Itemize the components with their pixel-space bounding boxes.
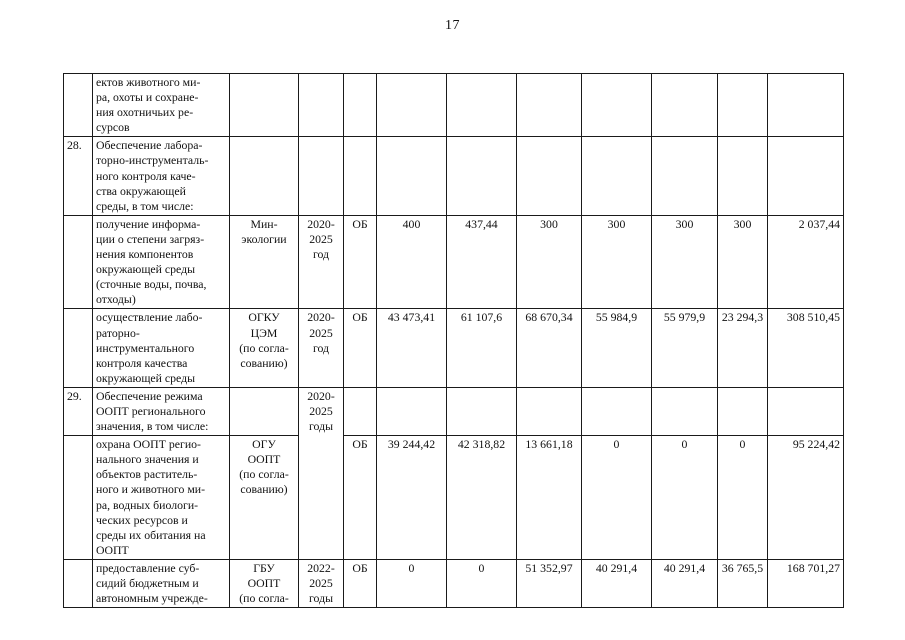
row-source: ОБ bbox=[344, 309, 377, 387]
row-period bbox=[299, 309, 344, 387]
row-description bbox=[93, 137, 230, 215]
description-line: ектов животного ми- bbox=[96, 75, 201, 89]
row-period bbox=[299, 137, 344, 215]
value-cell: 0 bbox=[377, 559, 447, 607]
row-description bbox=[93, 559, 230, 607]
description-line: окружающей среды bbox=[96, 262, 196, 277]
value-cell: 0 bbox=[447, 559, 517, 607]
row-description bbox=[93, 436, 230, 560]
value-cell bbox=[718, 74, 768, 137]
total-cell bbox=[768, 387, 844, 435]
row-number bbox=[64, 215, 93, 309]
row-number bbox=[64, 559, 93, 607]
description-line: нального значения и bbox=[96, 452, 199, 467]
value-cell bbox=[447, 137, 517, 215]
period-line: 2025 bbox=[309, 403, 333, 418]
table-row bbox=[64, 215, 844, 309]
period-line: 2020- bbox=[307, 310, 335, 325]
description-line: отходы) bbox=[96, 292, 136, 307]
row-number bbox=[64, 309, 93, 387]
table-row bbox=[64, 137, 844, 215]
period-line: 2020- bbox=[307, 388, 335, 403]
row-source bbox=[344, 137, 377, 215]
page-number: 17 bbox=[445, 18, 460, 33]
description-line: осуществление лабо- bbox=[96, 310, 203, 325]
value-cell: 40 291,4 bbox=[582, 559, 652, 607]
executor-line: экологии bbox=[241, 231, 287, 246]
value-cell: 300 bbox=[718, 215, 768, 309]
value-cell: 300 bbox=[652, 215, 718, 309]
description-line: (сточные воды, почва, bbox=[96, 277, 207, 292]
total-cell: 168 701,27 bbox=[768, 559, 844, 607]
executor-line: (по согла- bbox=[239, 467, 289, 482]
period-line: годы bbox=[308, 419, 334, 434]
row-description bbox=[93, 309, 230, 387]
period-line: 2022- bbox=[307, 560, 335, 575]
value-cell: 437,44 bbox=[447, 215, 517, 309]
executor-line: сованию) bbox=[240, 482, 288, 497]
period-line: 2025 bbox=[309, 576, 333, 590]
row-period bbox=[299, 387, 344, 559]
value-cell: 42 318,82 bbox=[447, 436, 517, 560]
row-executor bbox=[230, 309, 299, 387]
value-cell: 13 661,18 bbox=[517, 436, 582, 560]
table-row bbox=[64, 387, 844, 435]
description-line: ческих ресурсов и bbox=[96, 512, 188, 527]
period-line: год bbox=[312, 340, 330, 355]
value-cell bbox=[447, 74, 517, 137]
value-cell bbox=[377, 137, 447, 215]
executor-line: сованию) bbox=[240, 355, 288, 370]
value-cell: 36 765,5 bbox=[718, 559, 768, 607]
table-row bbox=[64, 559, 844, 607]
row-description bbox=[93, 74, 230, 137]
period-line: годы bbox=[308, 591, 334, 606]
total-cell: 2 037,44 bbox=[768, 215, 844, 309]
row-number bbox=[64, 436, 93, 560]
description-line: инструментального bbox=[96, 340, 195, 355]
description-line: среды, в том числе: bbox=[96, 198, 194, 213]
value-cell bbox=[582, 74, 652, 137]
value-cell bbox=[652, 74, 718, 137]
description-line: ра, охоты и сохране- bbox=[96, 90, 199, 105]
executor-line: ООПТ bbox=[247, 576, 281, 590]
row-executor bbox=[230, 137, 299, 215]
value-cell: 23 294,3 bbox=[718, 309, 768, 387]
description-line: контроля качества bbox=[96, 355, 188, 370]
description-line: среды их обитания на bbox=[96, 527, 206, 542]
description-line: ного и животного ми- bbox=[96, 482, 206, 497]
row-executor bbox=[230, 559, 299, 607]
value-cell: 40 291,4 bbox=[652, 559, 718, 607]
description-line: раторно- bbox=[96, 325, 140, 340]
value-cell: 300 bbox=[517, 215, 582, 309]
description-line: получение информа- bbox=[96, 216, 201, 231]
description-line: сидий бюджетным и bbox=[96, 576, 199, 590]
table-row bbox=[64, 436, 844, 560]
value-cell bbox=[517, 74, 582, 137]
executor-line: (по согла- bbox=[239, 340, 289, 355]
row-executor bbox=[230, 215, 299, 309]
description-line: ства окружающей bbox=[96, 183, 186, 198]
value-cell: 43 473,41 bbox=[377, 309, 447, 387]
row-period bbox=[299, 74, 344, 137]
row-source bbox=[344, 387, 377, 435]
table-row bbox=[64, 309, 844, 387]
description-line: значения, в том числе: bbox=[96, 419, 209, 434]
row-executor bbox=[230, 436, 299, 560]
executor-line: ГБУ bbox=[253, 560, 275, 575]
total-cell: 308 510,45 bbox=[768, 309, 844, 387]
executor-line: ЦЭМ bbox=[250, 325, 278, 340]
executor-line: ОГУ bbox=[252, 437, 276, 452]
total-cell bbox=[768, 137, 844, 215]
value-cell bbox=[377, 387, 447, 435]
value-cell: 51 352,97 bbox=[517, 559, 582, 607]
row-description bbox=[93, 215, 230, 309]
description-line: ООПТ регионального bbox=[96, 403, 206, 418]
value-cell: 55 979,9 bbox=[652, 309, 718, 387]
row-executor bbox=[230, 387, 299, 435]
description-line: ции о степени загряз- bbox=[96, 231, 205, 246]
description-line: сурсов bbox=[96, 120, 130, 135]
description-line: торно-инструменталь- bbox=[96, 153, 209, 168]
value-cell: 300 bbox=[582, 215, 652, 309]
total-cell: 95 224,42 bbox=[768, 436, 844, 560]
row-period bbox=[299, 215, 344, 309]
value-cell bbox=[377, 74, 447, 137]
executor-line: ООПТ bbox=[247, 452, 281, 467]
row-period bbox=[299, 559, 344, 607]
description-line: ния охотничьих ре- bbox=[96, 105, 194, 120]
value-cell bbox=[718, 137, 768, 215]
description-line: нения компонентов bbox=[96, 247, 194, 262]
executor-line: Мин- bbox=[250, 216, 278, 231]
row-number bbox=[64, 74, 93, 137]
value-cell: 0 bbox=[652, 436, 718, 560]
budget-table bbox=[63, 73, 844, 608]
period-line: 2020- bbox=[307, 216, 335, 231]
value-cell: 61 107,6 bbox=[447, 309, 517, 387]
table-row bbox=[64, 74, 844, 137]
description-line: Обеспечение лабора- bbox=[96, 138, 203, 153]
period-line: 2025 bbox=[309, 325, 333, 340]
description-line: предоставление суб- bbox=[96, 560, 200, 575]
value-cell: 0 bbox=[718, 436, 768, 560]
value-cell: 39 244,42 bbox=[377, 436, 447, 560]
value-cell: 68 670,34 bbox=[517, 309, 582, 387]
value-cell: 0 bbox=[582, 436, 652, 560]
description-line: автономным учрежде- bbox=[96, 591, 208, 606]
value-cell: 400 bbox=[377, 215, 447, 309]
period-line: 2025 bbox=[309, 231, 333, 246]
total-cell bbox=[768, 74, 844, 137]
description-line: Обеспечение режима bbox=[96, 388, 203, 403]
row-source bbox=[344, 74, 377, 137]
value-cell bbox=[582, 137, 652, 215]
value-cell: 55 984,9 bbox=[582, 309, 652, 387]
value-cell bbox=[718, 387, 768, 435]
row-number: 28. bbox=[64, 137, 93, 215]
value-cell bbox=[652, 387, 718, 435]
row-source: ОБ bbox=[344, 559, 377, 607]
row-source: ОБ bbox=[344, 215, 377, 309]
row-number: 29. bbox=[64, 387, 93, 435]
value-cell bbox=[652, 137, 718, 215]
description-line: ра, водных биологи- bbox=[96, 497, 199, 512]
value-cell bbox=[447, 387, 517, 435]
value-cell bbox=[582, 387, 652, 435]
value-cell bbox=[517, 137, 582, 215]
executor-line: ОГКУ bbox=[248, 310, 280, 325]
period-line: год bbox=[312, 247, 330, 262]
description-line: объектов раститель- bbox=[96, 467, 198, 482]
executor-line: (по согла- bbox=[239, 591, 289, 606]
description-line: охрана ООПТ регио- bbox=[96, 437, 201, 452]
description-line: ного контроля каче- bbox=[96, 168, 196, 183]
description-line: ООПТ bbox=[96, 542, 129, 557]
row-executor bbox=[230, 74, 299, 137]
row-description bbox=[93, 387, 230, 435]
value-cell bbox=[517, 387, 582, 435]
description-line: окружающей среды bbox=[96, 370, 196, 385]
row-source: ОБ bbox=[344, 436, 377, 560]
